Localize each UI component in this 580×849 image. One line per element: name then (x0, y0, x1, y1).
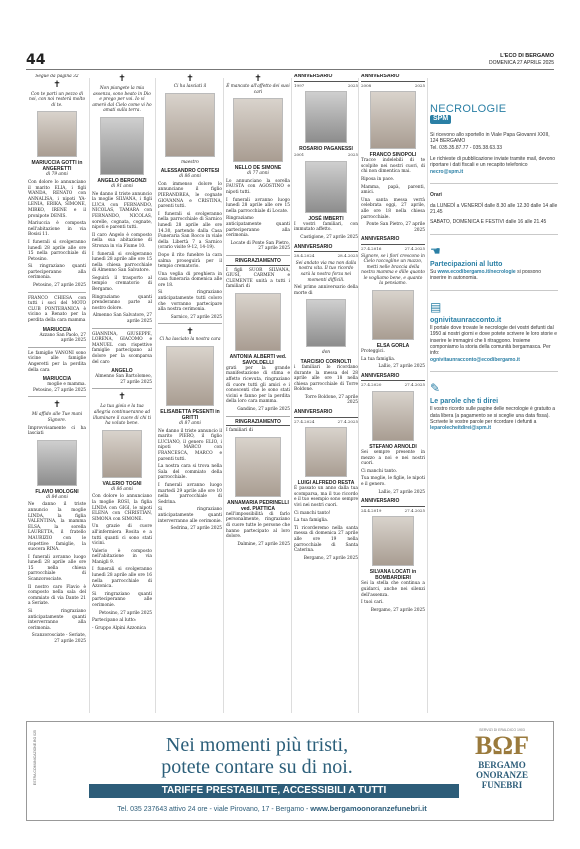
page-header (26, 52, 554, 70)
date-end: 27.4.2025 (404, 382, 425, 388)
office-address: Si ricevono allo sportello in Viale Papa Giovanni XXIII, 124 BERGAMO (430, 131, 550, 145)
obituary-place: Scanzorosciate - Seriate, 27 aprile 2025 (31, 633, 86, 644)
header-info (489, 53, 554, 67)
obituary-quote: Non piangete la mia assenza, sono beato in Dio e prego per voi. Io vi amerò dal Cielo come vi ho amati sulla terra. (92, 86, 152, 114)
obituary-quote: Con te parti un pezzo di noi, con noi resterà molto di te. (28, 91, 86, 108)
deceased-age: di 77 anni (247, 171, 269, 177)
anniversary-text: Proteggici. (361, 349, 385, 355)
date-start: 27.4.2024 (294, 418, 315, 424)
obituary-intro: Ci ha lasciati il (173, 84, 207, 89)
condolence-text: FRANCO CHIESA con tutti i soci del MOTO CLUB PONTERANICA è vicino a Renato per la perdita della cara mamma (28, 295, 86, 324)
anniversary-text: La tua famiglia. (294, 518, 329, 524)
condolence-name: MARIUCCIA (42, 326, 72, 333)
anniversary-text: Mamma, papà, parenti, amici. (361, 184, 425, 196)
cross-icon: ✝ (118, 74, 126, 84)
deceased-name: ANGELO BERGONZI (97, 177, 147, 184)
obituary-text: Con dolore lo annunciano la moglie ROSI, la figlia LINDA con GIGI, le nipoti ELENA con CHRISTIAN, SIMONA con SIMONE. (92, 494, 152, 522)
obituary-text: I funerali si svolgeranno lunedì 28 aprile alle ore 15 nella chiesa parrocchiale di Almenno San Salvatore. (92, 251, 152, 274)
portrait-photo (235, 293, 281, 351)
deceased-age: di 91 anni (111, 183, 133, 189)
portrait-photo (372, 516, 414, 566)
deceased-name: ELISABETTA PESENTI in GRITTI (160, 409, 220, 422)
obituary-column-2 (92, 74, 152, 714)
anniversary-dates (294, 419, 358, 425)
obituary-quote: La tua gioia e la tua allegria continueranno ad illuminare il cuore di chi ti ha voluto bene. (93, 404, 151, 427)
portrait-photo (305, 91, 347, 143)
portrait-photo (372, 290, 414, 340)
opening-hours (430, 192, 558, 226)
ad-website-link[interactable]: www.bergamoonoranzefunebri.it (310, 804, 427, 813)
column-divider (223, 78, 224, 713)
portrait-photo (370, 91, 416, 149)
date-start: 28.4.2024 (294, 253, 315, 259)
anniversary-text: Tua moglie, le figlie, le nipoti e il genero. (361, 476, 425, 487)
deceased-name: ROSARIO PAGANESSI (299, 146, 353, 153)
deceased-age: di 87 anni (179, 421, 201, 427)
anniversary-place: Castigione, 27 aprile 2025 (300, 234, 358, 240)
necrologie-sidebar (430, 103, 558, 432)
separator (28, 347, 86, 348)
condolence-intro: Partecipano al lutto: (92, 618, 137, 624)
portrait-photo (305, 161, 347, 213)
ad-brand-line1: BERGAMO (478, 760, 526, 770)
anniversary-label: ANNIVERSARIO (361, 236, 400, 243)
year-end: 2025 (414, 82, 425, 88)
spm-logo: SPM (430, 115, 451, 123)
anniversary-years (361, 83, 425, 89)
condolence-text: GIANNINA, GIUSEPPE, LORENA, GIACOMO e MANUEL con rispettive famiglie partecipano al dolore per la scomparsa del caro (92, 331, 152, 365)
obituary-text: Ringraziamo quanti prenderanno parte al nostro dolore. (92, 294, 152, 311)
obituary-intro: Ci ha lasciato la nostra cara (159, 337, 221, 343)
office-email-link[interactable]: necro@spm.it (430, 168, 464, 175)
date-start: 27.4.2020 (361, 382, 382, 388)
anniversary-header (361, 237, 425, 245)
obituary-text: Si ringraziano anticipatamente quanti interverranno alle cerimonie. (158, 507, 222, 524)
obituary-text: Si ringraziano anticipatamente tutti coloro che vorranno partecipare alla nostra cerimonia. (158, 290, 222, 313)
separator (92, 328, 152, 329)
portrait-photo (165, 93, 215, 157)
obituary-text: Si ringraziano quanti parteciperanno alle cerimonie. (92, 591, 152, 609)
deceased-name: VALERIO TOGNI (102, 480, 142, 487)
book-icon: ▤ (430, 299, 442, 314)
anniversary-quote: Sei andato via ma non dalla nostra vita. Il tuo ricordo sarà la nostra forza nei momenti difficili. (295, 260, 357, 283)
anniversary-header (294, 410, 358, 418)
obituary-column-4 (226, 74, 290, 714)
deceased-name: STEFANO ARNOLDI (369, 444, 417, 451)
date-end: 27.4.2025 (404, 245, 425, 251)
office-info (430, 132, 558, 175)
anniversary-text: Ti ricorderemo nella santa messa di domenica 27 aprile alle ore 19 nella parrocchiale di Santa Caterina. (294, 525, 358, 554)
portrait-photo (166, 346, 214, 406)
thanks-title: RINGRAZIAMENTO (226, 259, 290, 266)
deceased-name: FLAVIO MOLOGNI (35, 488, 79, 495)
deceased-age: di 86 anni (111, 486, 133, 492)
obituary-text: Si ringraziano anticipatamente quanti interverranno alla cerimonia. (28, 609, 86, 631)
sidebar-title: NECROLOGIE (430, 103, 507, 115)
column-divider (291, 78, 292, 713)
condolence-name: MARIUCCIA (42, 376, 72, 383)
separator (158, 323, 222, 324)
obituary-text: La nostra cara si trova nella Sala del commiato della parrocchiale. (158, 464, 222, 481)
obituary-place: Sarnico, 27 aprile 2025 (170, 314, 222, 320)
obituary-text: Il caro Angelo è composto nella sua abitazione di Stronza in via Fiume 10. (92, 232, 152, 249)
anniversary-text: Nel primo anniversario della morte di (294, 285, 358, 296)
obituary-column-3 (158, 74, 222, 714)
pen-icon: ✎ (430, 381, 441, 396)
column-divider (358, 78, 359, 713)
ad-brand-line2: ONORANZE (475, 770, 528, 780)
condolence-group: - Gruppo Alpini Azzonica (92, 625, 146, 631)
office-phone: Tel. 035.35.87.77 - 035.38.63.33 (430, 144, 503, 151)
obituary-text: Il nostro caro Flavio è composto nella sala del commiato di via Dante 21 a Seriate. (28, 584, 86, 607)
obituary-text: Una veglia di preghiera in casa funeraria domenica alle ore 18. (158, 271, 222, 288)
obituary-place: Sedrina, 27 aprile 2025 (170, 526, 222, 532)
obituary-text: Ne danno il triste annuncio la moglie SILVANA, i figli LUCA con FERNANDO, NICOLAS, TAMARA con FERNANDO, NICOLAS, sorelle, cognata, cognate, nipoti e parenti tutti. (92, 191, 152, 231)
ad-brand-line3: FUNEBRI (481, 780, 523, 790)
anniversary-dates (294, 253, 358, 259)
participations-title: Partecipazioni al lutto (430, 260, 503, 268)
thanks-text: I familiari di (226, 428, 253, 434)
deceased-name: ANTONIA ALBERTI ved. SAVOLDELLI (229, 353, 287, 366)
portrait-photo (233, 98, 283, 162)
obituary-place: Gandino, 27 aprile 2025 (237, 407, 290, 413)
separator (430, 290, 558, 291)
year-start: 2001 (294, 152, 305, 158)
condolence-name: ANGELO (111, 368, 133, 375)
separator (92, 388, 152, 389)
continued-note: Segue da pagina 32 (35, 74, 79, 79)
portrait-photo (305, 427, 347, 477)
anniversary-years (294, 83, 358, 89)
date-end: 27.4.2025 (404, 507, 425, 513)
cross-icon: ✝ (53, 79, 61, 90)
thanks-text: nell'impossibilità di farlo personalmente, ringraziano di cuore tutte le persone che hanno partecipato al loro dolore. (226, 511, 290, 540)
deceased-name: TARCISIO CORNOLTI (300, 358, 352, 365)
deceased-name: ANNAMARIA PEDRINELLI ved. PIATTICA (227, 499, 289, 512)
ognivita-text: Il portale dove trovate le necrologie dei vostri defunti dal 1950 ai nostri giorni e dove potete scrivere le loro storie e inserire le immagini che li ritraggono. Insieme componiamo la storia della comunità bergamasca. Per info: (430, 324, 558, 357)
obituary-place: Petosino, 27 aprile 2025 (32, 283, 86, 289)
obituary-text: Un grazie di cuore all'infermiera Rosita e a tutti quanti ci sono stati vicini. (92, 524, 152, 547)
anniversary-text: La tua famiglia. (361, 356, 396, 362)
anniversary-header (294, 245, 358, 253)
anniversary-years (294, 152, 358, 158)
anniversary-text: Sei sempre presente in mezzo a noi e nei nostri cuori. (361, 450, 425, 467)
portrait-photo (372, 391, 414, 441)
deceased-name: JOSÉ IMBERTI (308, 215, 344, 222)
participations-prefix: Su (430, 268, 437, 275)
obituary-text: Con immenso dolore lo annunciano il figlio PIERANDREA, le cognate GIOVANNA e CRISTINA, parenti tutti. (158, 181, 222, 210)
obituary-text: I funerali si svolgeranno lunedì 28 aprile alle ore 16 nella parrocchiale di Azzonica. (92, 567, 152, 590)
deceased-age: di 79 anni (46, 172, 68, 178)
deceased-age: di 86 anni (179, 174, 201, 180)
funeral-home-advertisement (26, 721, 554, 821)
office-request: Le richieste di pubblicazione inviate tramite mail, devono riportare i dati fiscali e un recapito telefonico (430, 156, 556, 169)
deceased-name: ELSA GORLA (376, 343, 410, 350)
portrait-photo (102, 430, 142, 478)
separator (226, 255, 290, 256)
column-divider (427, 78, 428, 713)
obituary-text: Seguirà il trasporto al tempio crematorio di Bergamo. (92, 275, 152, 293)
condolence-place: moglie e mamma. Petosino, 27 aprile 2025 (32, 382, 86, 393)
obituary-text: I funerali avranno luogo lunedì 28 aprile alle ore 15 nella chiesa parrocchiale di Scanzorosciate. (28, 554, 86, 583)
obituary-text: I funerali avranno luogo martedì 29 aprile alle ore 10 nella parrocchiale di Sedrina. (158, 482, 222, 505)
obituary-text: I funerali si svolgeranno nella parrocchiale di Sarnico lunedì 28 aprile alle ore 14.30, partendo dalla Casa Funeraria San Rocco in viale della Libertà 7 a Sarnico (orario visite 9-12, 14-19). (158, 211, 222, 251)
obituary-text: Improvvisamente ci ha lasciati (28, 425, 86, 437)
cross-icon: ✝ (186, 327, 194, 338)
condolence-text: Le famiglie VANONI sono vicine alle famiglie Angeretti per la perdita della cara (28, 350, 86, 373)
anniversary-column-2 (361, 74, 425, 714)
deceased-name: MARIUCCIA GOTTI in ANGERETTI (31, 160, 83, 173)
portrait-photo (37, 111, 77, 157)
cross-icon: ✝ (118, 392, 126, 403)
separator (28, 396, 86, 397)
anniversary-place: Ponte San Pietro, 27 aprile 2025 (366, 222, 425, 233)
deceased-name: SILVANA LOCATI in BOMBARDIERI (369, 569, 417, 582)
ad-brand (461, 728, 543, 790)
obituary-text: Valerio è composto nell'abitazione in via Manigli 9. (92, 548, 152, 565)
deceased-name: FRANCO SINOPOLI (369, 152, 417, 159)
ad-phone-address: Tel. 035 237643 attivo 24 ore - viale Pirovano, 17 - Bergamo - (117, 806, 309, 813)
ad-since: SERVIZI DI ERALDICO 1903 (479, 728, 525, 732)
date-start: 24.4.2019 (361, 507, 382, 513)
anniversary-label: ANNIVERSARIO (361, 372, 400, 379)
anniversary-label: ANNIVERSARIO (361, 498, 400, 505)
thanks-text: grati per la grande manifestazione di stima e affetto ricevuta, ringraziano di cuore tutti gli amici e i conoscenti che le sono stati vicini e fanno per la perdita della loro cara mamma. (226, 365, 290, 405)
separator (430, 234, 558, 235)
anniversary-text: I tuoi cari. (361, 600, 384, 606)
year-end: 2025 (347, 82, 358, 88)
anniversary-place: Lallio, 27 aprile 2025 (378, 364, 425, 370)
obituary-text: Dopo il rito funebre la cara salma proseguirà per il tempio crematorio. (158, 252, 222, 270)
cross-icon: ✝ (186, 74, 194, 84)
hand-icon: ☚ (430, 243, 441, 258)
anniversary-place: Lallio, 27 aprile 2025 (378, 489, 425, 495)
ognivita-email-link[interactable]: ognivitaunracconto@ecodibergamo.it (430, 356, 520, 363)
anniversary-quote: Signore, se i fiori crescono in Cielo raccogline un mazzo, metti nelle braccia della nostra mamma e dille quanto le vogliamo bene, e quanto la pensiamo. (361, 253, 425, 287)
thanks-title: RINGRAZIAMENTO (226, 420, 290, 427)
anniversary-label: ANNIVERSARIO (361, 74, 400, 79)
obituary-text: Ne danno il triste annuncio la moglie LINDA, la figlia VALENTINA, la mamma ELSA, la sorella LAURETTA, il fratello MAURIZIO con le rispettive famiglie, la suocera RINA. (28, 502, 86, 553)
column-divider (155, 78, 156, 713)
deceased-name: ALESSANDRO CORTESI (160, 168, 220, 175)
separator (226, 416, 290, 417)
portrait-photo (235, 437, 281, 497)
anniversary-text: Sei la stella che continua a guidarci, anche nei silenzi dell'assenza. (361, 581, 425, 598)
obituary-place: Almenno San Salvatore, 27 aprile 2025 (92, 313, 152, 325)
participations-link[interactable]: www.ecodibergamo.it/necrologie (437, 268, 516, 275)
anniversary-header (294, 74, 358, 82)
anniversary-text: Ci manchi tanto. (361, 468, 398, 474)
ad-tariffs-banner: TARIFFE PRESTABILITE, ACCESSIBILI A TUTTI (89, 784, 459, 798)
obituary-text: Ringraziamo anticipatamente quanti parteciperanno alla cerimonia. (226, 216, 290, 239)
deceased-name: NELLO DE SIMONE (234, 165, 282, 172)
obituary-place: Petosino, 27 aprile 2025 (98, 610, 152, 616)
deceased-age: di 84 anni (46, 494, 68, 500)
obituary-place: Dalmine, 27 aprile 2025 (237, 541, 290, 547)
anniversary-label: ANNIVERSARIO (294, 409, 333, 416)
words-email-link[interactable]: leparolecheitdirei@spm.it (430, 425, 492, 432)
anniversary-text: I vostri familiari, con immutato affetto. (294, 221, 358, 233)
anniversary-header (361, 74, 425, 82)
year-start: 2008 (361, 82, 372, 88)
anniversary-dates (361, 382, 425, 388)
obituary-text: I funerali avranno luogo lunedì 28 aprile alle ore 15 nella parrocchiale di Locate. (226, 197, 290, 214)
hours-weekend: SABATO, DOMENICA E FESTIVI dalle 16 alle 21.45 (430, 219, 547, 226)
hours-title: Orari (430, 192, 442, 199)
portrait-photo (37, 440, 77, 486)
cross-icon: ✝ (53, 400, 61, 411)
portrait-photo (100, 117, 144, 175)
column-divider (89, 78, 90, 713)
newspaper-name: L'ECO DI BERGAMO (500, 53, 554, 59)
anniversary-text: Riposa in pace. (361, 176, 395, 182)
separator (28, 292, 86, 293)
deceased-title: maestro (181, 159, 199, 165)
obituary-text: I funerali si svolgeranno lunedì 28 aprile alle ore 15 nella parrocchiale di Petosino. (28, 239, 86, 262)
year-end: 2025 (347, 152, 358, 158)
ad-headline-line1: Nei momenti più tristi, (165, 734, 349, 756)
deceased-name: LUIGI ALFREDO RESTA (297, 480, 355, 487)
year-start: 1997 (294, 82, 305, 88)
date-end: 27.4.2025 (337, 418, 358, 424)
words-text: Il vostro ricordo sulle pagine delle necrologie è gratuito a data libera (a pagamento se si sceglie una data fissa). Scrivete le vostre parole per ricordare i defunti a (430, 406, 556, 425)
condolence-place: Almenno San Bartolomeo, 27 aprile 2025 (95, 374, 152, 385)
anniversary-header (361, 374, 425, 382)
anniversary-dates (361, 246, 425, 252)
ad-headline-line2: potete contare su di noi. (161, 756, 353, 778)
obituary-text: Con dolore lo annunciano il marito ELIA, i figli WANDA, RENATO con ANNALISA, i nipoti YA-LENIA, ERIKA, SIMONE, MIRKO, IRENE e il pronipote DENIS. (28, 179, 86, 219)
anniversary-place: Bergamo, 27 aprile 2025 (370, 607, 425, 613)
condolence-place: Azzano San Paolo, 27 aprile 2025 (39, 332, 86, 344)
anniversary-label: ANNIVERSARIO (294, 243, 333, 250)
participations-text (430, 269, 558, 282)
participations-suffix: si possono inserire in autonomia. (430, 268, 541, 282)
date-start: 27.4.2016 (361, 245, 382, 251)
anniversary-text: Ci manchi tanto! (294, 510, 331, 516)
portrait-photo (306, 299, 346, 347)
separator (430, 371, 558, 372)
bof-logo: BΩF (474, 731, 530, 760)
anniversary-dates (361, 508, 425, 514)
obituary-text: Si ringraziano quanti parteciperanno alla cerimonia. (28, 264, 86, 281)
deceased-title: don (321, 350, 331, 356)
anniversary-text: i familiari lo ricordano durante la messa del 28 aprile alle ore 18 nella chiesa parrocchiale di Torre Boldone. (294, 364, 358, 393)
anniversary-text: Tracce indelebili di te scolpite nei nostri cuori, di chi non dimentica mai. (361, 158, 425, 175)
page-number: 44 (26, 52, 46, 68)
ognivita-title[interactable]: ognivitaunracconto.it (430, 316, 502, 324)
anniversary-text: Una santa messa verrà celebrata oggi, 27 aprile, alle ore 18 nella chiesa parrocchiale. (361, 197, 425, 220)
hours-weekdays: da LUNEDÌ a VENERDÌ dalle 8.30 alle 12.30 dalle 14 alle 21.45 (430, 202, 558, 216)
ad-contact (67, 804, 477, 813)
anniversary-label: ANNIVERSARIO (294, 74, 333, 79)
anniversary-header (361, 499, 425, 507)
anniversary-column-1 (294, 74, 358, 714)
anniversary-place: Bergamo, 27 aprile 2025 (303, 555, 358, 561)
obituary-text: Mariuccia è composta nell'abitazione in via Bosisi 11. (28, 221, 86, 238)
obituary-column-1 (28, 74, 86, 714)
obituary-text: Ne danno il triste annuncio il marito PIERO, il figlio LUCIANO, il genero ELIO, i nipoti MARCO con FRANCESCA, MARCO e parenti tutti. (158, 428, 222, 462)
obituary-quote: Mi affido alle Tue mani Signore. (31, 412, 83, 423)
thanks-text: I figli SUOR SILVANA, GIUSI, CARMEN e CLEMENTE unità a tutti i familiari di (226, 267, 290, 290)
ad-credit: ESTRA.COMUNICAZIONE.BG 025 (33, 730, 37, 786)
anniversary-place: Torre Boldone, 27 aprile 2025 (304, 394, 358, 406)
obituary-text: Lo annunciano la sorella FAUSTA con AGOSTINO e nipoti tutti. (226, 178, 290, 195)
cross-icon: ✝ (254, 74, 262, 84)
anniversary-text: È passato un anno dalla tua scomparsa, ma il tuo ricordo e il tuo esempio sono sempre vivi nei nostri cuori. (294, 486, 358, 509)
obituary-intro: È mancato all'affetto dei suoi cari (226, 84, 290, 95)
issue-date: DOMENICA 27 APRILE 2025 (488, 60, 554, 66)
obituary-place: Locate di Ponte San Pietro, 27 aprile 2025 (230, 240, 290, 252)
separator (430, 183, 558, 184)
date-end: 28.4.2025 (337, 253, 358, 259)
words-title: Le parole che ti direi (430, 398, 499, 406)
